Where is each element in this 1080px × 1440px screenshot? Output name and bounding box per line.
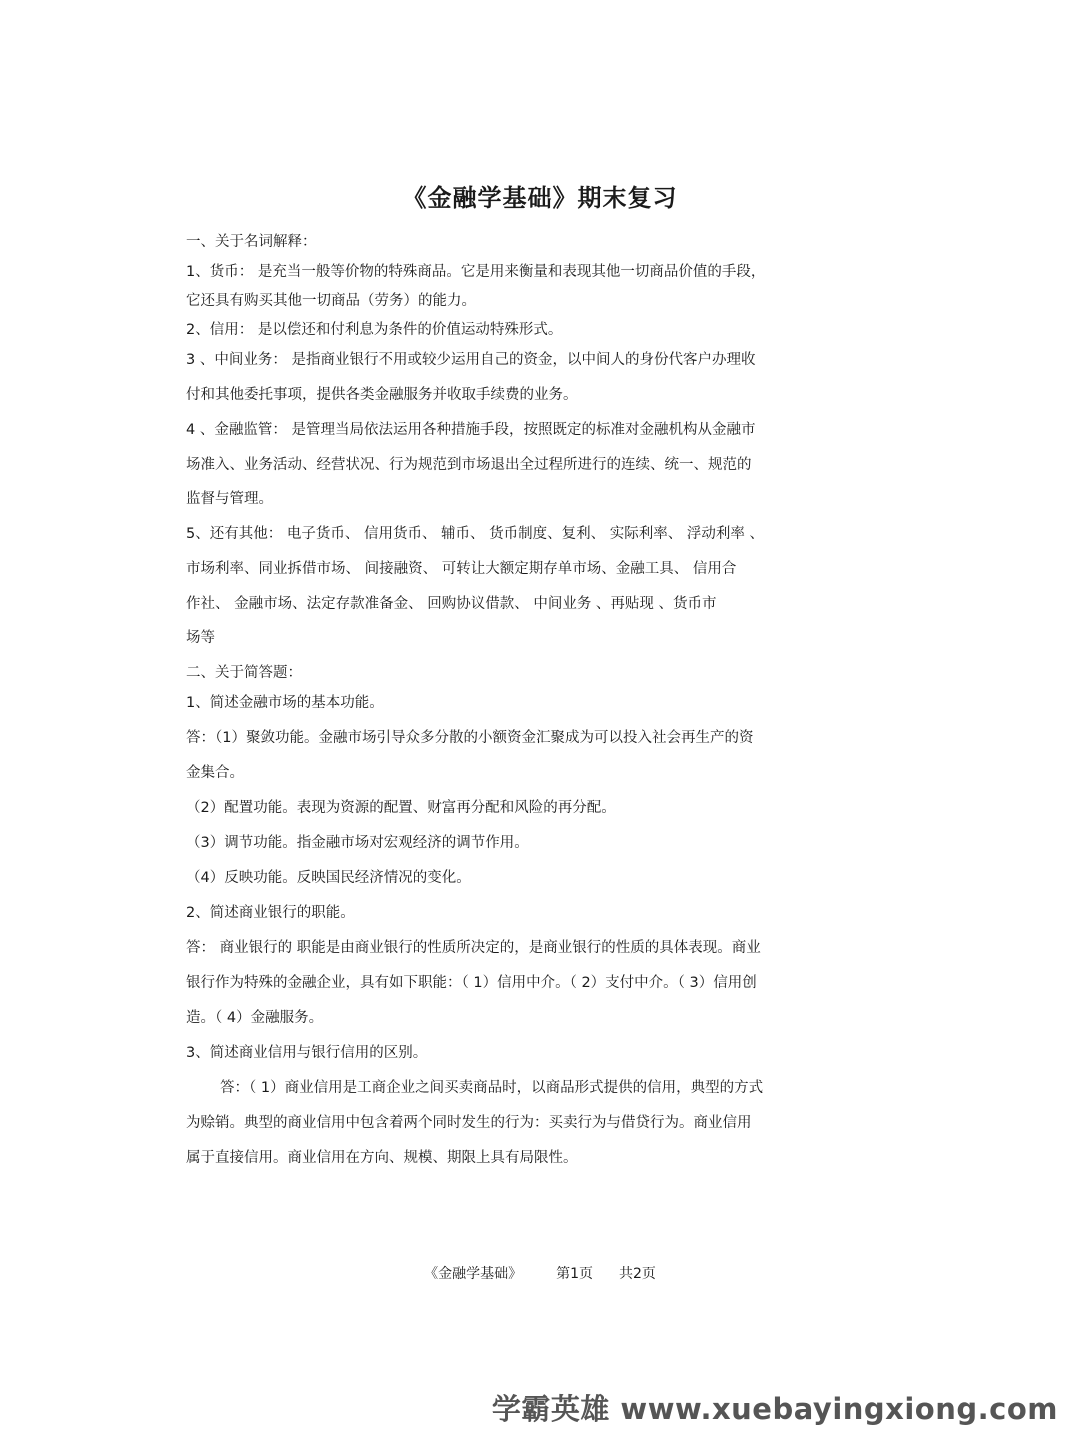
watermark: 学霸英雄 www.xuebayingxiong.com [491, 1392, 1058, 1426]
text-line: 1、货币： 是充当一般等价物的特殊商品。它是用来衡量和表现其他一切商品价值的手段， [186, 264, 766, 280]
text-line: 为赊销。典型的商业信用中包含着两个同时发生的行为：买卖行为与借贷行为。商业信用 [186, 1115, 752, 1131]
footer-page-number: 第1页 [556, 1266, 593, 1282]
text-line: 答： 商业银行的 职能是由商业银行的性质所决定的，是商业银行的性质的具体表现。商业 [186, 940, 761, 956]
text-line: 答：（1）聚敛功能。金融市场引导众多分散的小额资金汇聚成为可以投入社会再生产的资 [186, 730, 754, 746]
text-line: 属于直接信用。商业信用在方向、规模、期限上具有局限性。 [186, 1150, 578, 1166]
text-line: （4）反映功能。反映国民经济情况的变化。 [186, 870, 471, 886]
footer-total-pages: 共2页 [619, 1266, 656, 1282]
text-line: （3）调节功能。指金融市场对宏观经济的调节作用。 [186, 835, 529, 851]
text-line: 它还具有购买其他一切商品（劳务）的能力。 [186, 293, 476, 309]
footer-book-title: 《金融学基础》 [424, 1266, 523, 1282]
text-line: 3 、中间业务： 是指商业银行不用或较少运用自己的资金，以中间人的身份代客户办理收 [186, 352, 756, 368]
page-footer [0, 1263, 1080, 1283]
text-line: 5、还有其他： 电子货币、 信用货币、 辅币、 货币制度、复利、 实际利率、 浮动利率 、 [186, 526, 764, 542]
text-line: 一、关于名词解释： [186, 234, 317, 250]
text-line: 3、简述商业信用与银行信用的区别。 [186, 1045, 428, 1061]
page-title: 《金融学基础》期末复习 [402, 184, 678, 212]
text-line: 场准入、业务活动、经营状况、行为规范到市场退出全过程所进行的连续、统一、规范的 [186, 457, 752, 473]
text-line: 市场利率、同业拆借市场、 间接融资、 可转让大额定期存单市场、金融工具、 信用合 [186, 561, 737, 577]
text-line: 银行作为特殊的金融企业，具有如下职能：（ 1）信用中介。（ 2）支付中介。（ 3）信用创 [186, 975, 757, 991]
text-line: 监督与管理。 [186, 491, 273, 507]
text-line: 造。（ 4）金融服务。 [186, 1010, 324, 1026]
text-line: 二、关于简答题： [186, 665, 302, 681]
text-line: 答：（ 1）商业信用是工商企业之间买卖商品时，以商品形式提供的信用，典型的方式 [220, 1080, 764, 1096]
text-line: 2、简述商业银行的职能。 [186, 905, 355, 921]
text-line: 4 、金融监管： 是管理当局依法运用各种措施手段，按照既定的标准对金融机构从金融市 [186, 422, 756, 438]
text-line: 2、信用： 是以偿还和付利息为条件的价值运动特殊形式。 [186, 322, 563, 338]
text-line: 场等 [186, 630, 215, 646]
text-line: 1、简述金融市场的基本功能。 [186, 695, 384, 711]
text-line: （2）配置功能。表现为资源的配置、财富再分配和风险的再分配。 [186, 800, 616, 816]
text-line: 作社、 金融市场、法定存款准备金、 回购协议借款、 中间业务 、再贴现 、货币市 [186, 596, 717, 612]
text-line: 付和其他委托事项，提供各类金融服务并收取手续费的业务。 [186, 387, 578, 403]
text-line: 金集合。 [186, 765, 244, 781]
